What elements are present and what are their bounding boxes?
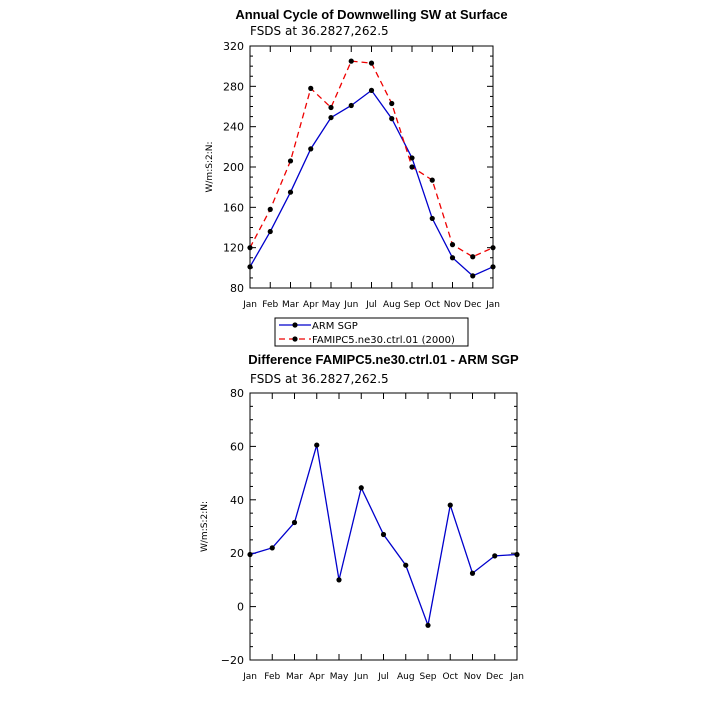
legend-label: FAMIPC5.ne30.ctrl.01 (2000) xyxy=(312,335,455,346)
data-point xyxy=(409,164,414,169)
plot-frame xyxy=(250,393,517,660)
y-tick-label: −20 xyxy=(220,654,244,667)
legend-label: ARM SGP xyxy=(312,321,358,332)
x-tick-label: Jan xyxy=(486,300,500,310)
x-tick-label: Jan xyxy=(243,672,257,682)
x-tick-label: Oct xyxy=(424,300,441,310)
x-tick-label: Feb xyxy=(264,672,281,682)
y-tick-label: 280 xyxy=(223,80,244,94)
data-point xyxy=(288,190,293,195)
data-point xyxy=(389,101,394,106)
x-tick-label: Jun xyxy=(354,672,369,682)
y-tick-label: 60 xyxy=(230,440,244,454)
x-tick-label: Mar xyxy=(282,300,299,310)
data-point xyxy=(425,623,430,628)
x-tick-label: Jul xyxy=(366,300,377,310)
y-axis-label: W/m:S:2:N: xyxy=(200,501,210,552)
chart-title: Annual Cycle of Downwelling SW at Surface xyxy=(235,7,508,22)
y-axis-label: W/m:S:2:N: xyxy=(205,141,215,193)
y-tick-label: 0 xyxy=(237,600,244,614)
chart-subtitle: FSDS at 36.2827,262.5 xyxy=(250,372,389,386)
data-point xyxy=(389,116,394,121)
x-tick-label: Dec xyxy=(486,672,504,682)
data-point xyxy=(328,105,333,110)
y-tick-label: 120 xyxy=(223,241,244,255)
x-tick-label: Nov xyxy=(443,300,462,310)
data-point xyxy=(292,520,297,525)
data-point xyxy=(514,552,519,557)
data-point xyxy=(349,59,354,64)
chart-subtitle: FSDS at 36.2827,262.5 xyxy=(250,24,389,38)
data-point xyxy=(490,245,495,250)
x-tick-label: Aug xyxy=(382,300,401,310)
data-point xyxy=(492,553,497,558)
x-tick-label: Jun xyxy=(344,300,359,310)
data-point xyxy=(403,563,408,568)
legend xyxy=(275,318,468,346)
y-tick-label: 40 xyxy=(230,493,244,507)
y-tick-label: 20 xyxy=(230,547,244,561)
data-point xyxy=(369,88,374,93)
x-tick-label: Jan xyxy=(510,672,524,682)
x-tick-label: Jul xyxy=(378,672,389,682)
x-tick-label: Sep xyxy=(403,300,421,310)
x-tick-label: Dec xyxy=(464,300,482,310)
data-point xyxy=(359,485,364,490)
x-tick-label: May xyxy=(321,300,341,310)
data-point xyxy=(381,532,386,537)
data-point xyxy=(308,86,313,91)
x-tick-label: Nov xyxy=(463,672,482,682)
x-tick-label: Mar xyxy=(286,672,303,682)
data-point xyxy=(430,216,435,221)
data-point xyxy=(490,264,495,269)
data-point xyxy=(314,442,319,447)
data-point xyxy=(369,61,374,66)
legend-marker xyxy=(292,322,297,327)
data-point xyxy=(430,178,435,183)
series-line-1 xyxy=(250,90,493,276)
y-tick-label: 320 xyxy=(223,40,244,53)
x-tick-label: Jan xyxy=(243,300,257,310)
y-tick-label: 160 xyxy=(223,201,244,215)
data-point xyxy=(328,115,333,120)
y-tick-label: 200 xyxy=(223,161,244,174)
x-tick-label: Aug xyxy=(396,672,415,682)
data-point xyxy=(450,255,455,260)
data-point xyxy=(268,207,273,212)
data-point xyxy=(247,245,252,250)
chart-title: Difference FAMIPC5.ne30.ctrl.01 - ARM SGP xyxy=(248,352,519,367)
data-point xyxy=(270,545,275,550)
legend-marker xyxy=(292,336,297,341)
plot-frame xyxy=(250,46,493,288)
data-point xyxy=(268,229,273,234)
data-point xyxy=(450,242,455,247)
x-tick-label: Apr xyxy=(302,300,319,310)
data-point xyxy=(448,503,453,508)
x-tick-label: Apr xyxy=(308,672,325,682)
data-point xyxy=(470,254,475,259)
data-point xyxy=(336,577,341,582)
data-point xyxy=(349,103,354,108)
data-point xyxy=(308,146,313,151)
data-point xyxy=(247,552,252,557)
x-tick-label: Feb xyxy=(262,300,279,310)
x-tick-label: Sep xyxy=(419,672,437,682)
data-point xyxy=(247,264,252,269)
chart-panel-2 xyxy=(200,352,524,682)
y-tick-label: 80 xyxy=(230,387,244,400)
y-tick-label: 240 xyxy=(223,120,244,134)
x-tick-label: May xyxy=(329,672,349,682)
data-point xyxy=(288,158,293,163)
y-tick-label: 80 xyxy=(230,282,244,295)
data-point xyxy=(470,273,475,278)
data-point xyxy=(470,571,475,576)
chart-panel-1 xyxy=(205,7,508,346)
x-tick-label: Oct xyxy=(442,672,459,682)
